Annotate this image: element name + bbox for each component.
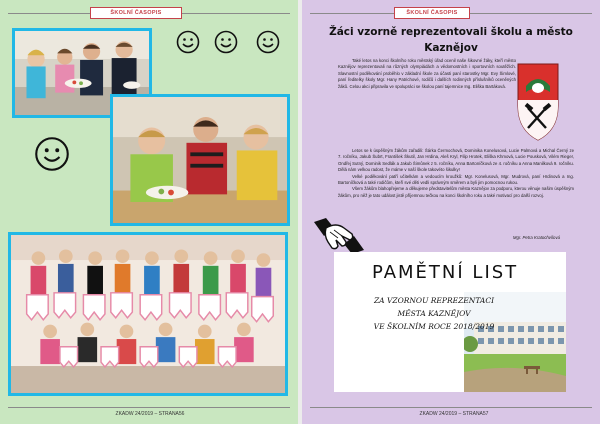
smiley-icon [34,136,70,172]
page-footer: ZKADW 24/2019 – STRANA56 [115,411,185,417]
certificate-line: VE ŠKOLNÍM ROCE 2018/2019 [373,322,495,331]
footer-rule [8,407,290,408]
smiley-icon [176,30,200,54]
certificate-line: ZA VZORNOU REPREZENTACI [373,296,495,305]
certificate-title: PAMĚTNÍ LIST [372,262,519,283]
header-tag: ŠKOLNÍ ČASOPIS [394,7,470,19]
article-paragraph: Letos se k úspěšným žákům zařadili: Šárka Čermochová, Dominika Konelusová, Lucie Palmová a Michal Černý ze 7. ročníku, Jakub Šubrt, František Škutil, Jan Hrdina, Aleš Kryl, Filip Hrotek, Eliška Khmová, Lucie Pousková, Vilém Rieger, Ondřej Sutný, Dominik Sedlák a Jakub Šimůnek z 5. ročníku, Anna Bartoníčková ze 4. ročníku a Anna Manilková 9. ročníku. Dělá nám velkou radost, že máme v naší škole takovéto šikulky! [338,148,574,173]
smiley-icon [256,30,280,54]
article-body-top [338,58,516,90]
article-title-line1: Žáci vzorně reprezentovali školu a město [329,26,573,38]
right-page [302,0,600,424]
certificate-banner [334,252,566,392]
certificate-line: MĚSTA KAZNĚJOV [397,309,471,318]
left-page [0,0,298,424]
article-paragraph: Velké poděkování patří učitelkám a vedoucím kroužků: Mgr. Konelusová, Mgr. Mudrová, paní Hrdinová a Ing. Bartoníčková a také rodičům, kteří své děti vedli správným směrem a byli jim pomocnou rukou. [338,173,574,186]
photo-class-with-paper-teeth [8,232,288,396]
smiley-icon [214,30,238,54]
kaznejov-coat-of-arms [516,60,560,142]
header-tag: ŠKOLNÍ ČASOPIS [90,7,182,19]
certificate-subtitle [354,294,514,333]
footer-rule [310,407,592,408]
article-paragraph: Také letos na konci školního roku městský úřad ocenil naše šikovné žáky, kteří město Kaznějov reprezentovali na různých olympiádách a vědomostních i sportovních soutěžích. Slavnostní poděkování proběhlo v základní škole za účasti paní starostky Mgr. Evy Šimlové, paní ředitelky školy Mgr. Hany Patrichové, rodičů i dalších rodinných příslušníků oceněných žáků. Celou akci připravila ve spolupráci se školou paní tajemnice Ing. Eliška Bartáková. [338,58,516,89]
article-body [338,148,574,199]
article-paragraph: Všem žákům blahopřejeme a děkujeme představitelům města Kaznějov za podporu, kterou věnuje našim úspěšným žákům, pro něž je tato událost jistě příjemnou tečkou na konci školního roku a také motivací pro další rozvoj. [338,186,574,198]
article-title-line2: Kaznějov [424,42,478,54]
article-author: Mgr. Petra Kratochvílová [512,235,560,240]
photo-boys-at-table [110,94,290,226]
page-footer: ZKADW 24/2019 – STRANA57 [419,411,489,417]
